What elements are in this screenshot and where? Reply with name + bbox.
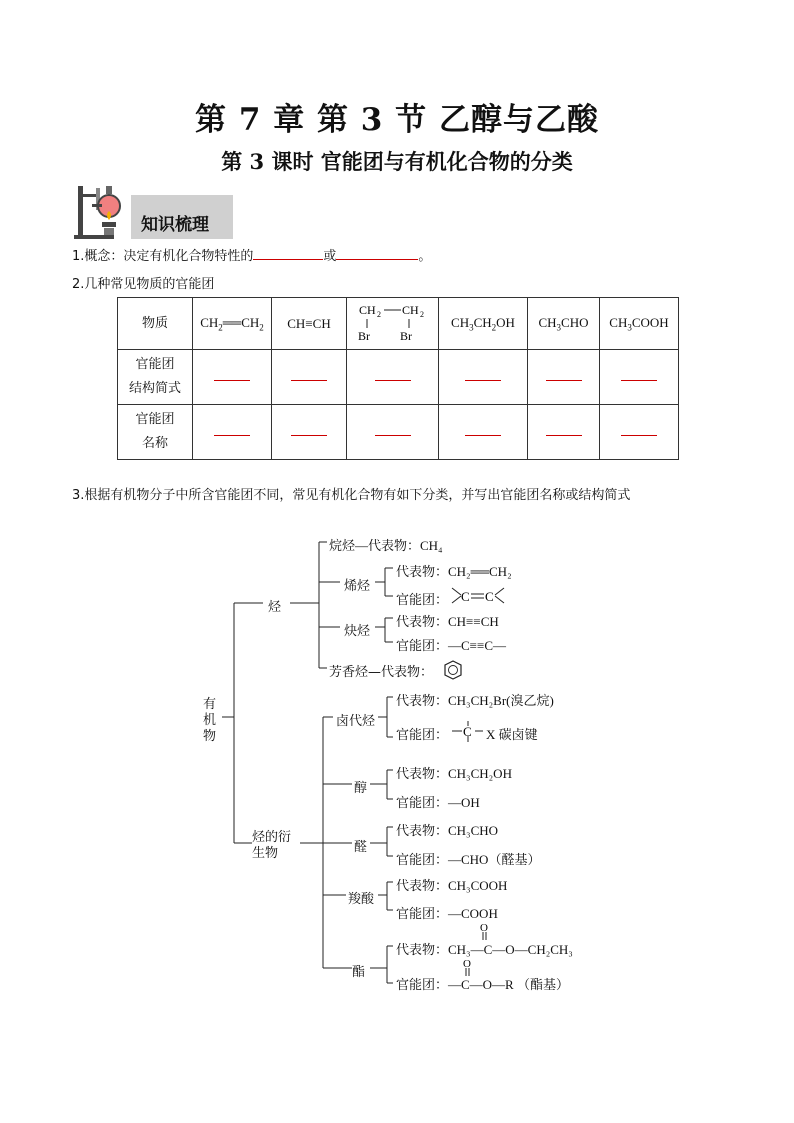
svg-text:C: C — [463, 724, 472, 739]
root-label: 有机物 — [203, 697, 217, 744]
ester-label: 酯 — [352, 965, 366, 980]
table-cell: $CH_3CHO$ — [528, 298, 600, 350]
svg-text:CH: CH — [401, 302, 419, 317]
row-header: 官能团 结构简式 — [118, 350, 193, 405]
carbonyl-oxygen: O — [463, 958, 471, 970]
item-1: 1.概念：决定有机化合物特性的 或 。 — [72, 249, 432, 264]
hydrocarbon-label: 烃 — [268, 600, 282, 615]
alkyne-label: 炔烃 — [344, 624, 371, 639]
page-title: 第 7 章 第 3 节 乙醇与乙酸 — [195, 102, 599, 138]
item-2: 2.几种常见物质的官能团 — [72, 277, 215, 292]
alkane-label: 烷烃—代表物：CH₄ — [329, 538, 443, 553]
svg-text:2: 2 — [376, 309, 381, 319]
alkyne-rep: 代表物：CH≡≡CH — [396, 614, 499, 629]
acid-rep: 代表物：CH₃COOH — [396, 878, 508, 893]
row-header: 物质 — [118, 298, 193, 350]
table-cell: $CH_2══CH_2$ — [193, 298, 272, 350]
svg-text:C: C — [461, 589, 470, 604]
aldehyde-rep: 代表物：CH₃CHO — [396, 823, 499, 838]
svg-text:Br: Br — [399, 328, 412, 343]
svg-text:Br: Br — [357, 328, 370, 343]
carbonyl-oxygen: O — [480, 922, 488, 934]
alcohol-fg: 官能团：—OH — [396, 795, 480, 810]
ester-fg: 官能团：—C—O—R （酯基） — [396, 977, 569, 992]
table-cell: $CH_3CH_2OH$ — [439, 298, 528, 350]
haloalkane-fg-tail: X 碳卤键 — [486, 727, 538, 742]
section-label: 知识梳理 — [141, 215, 209, 235]
haloalkane-fg: 官能团： — [396, 728, 449, 743]
row-header: 官能团 名称 — [118, 405, 193, 460]
svg-text:CH: CH — [358, 302, 376, 317]
aldehyde-label: 醛 — [354, 840, 368, 855]
alkene-fg: 官能团： — [396, 593, 449, 608]
haloalkane-label: 卤代烃 — [336, 714, 376, 729]
alcohol-rep: 代表物：CH₃CH₂OH — [396, 766, 512, 781]
aldehyde-fg: 官能团：—CHO（醛基） — [396, 852, 541, 867]
ester-rep: 代表物：CH₃—C—O—CH₂CH₃ — [396, 942, 573, 957]
arene-label: 芳香烃—代表物： — [329, 665, 434, 680]
benzene-ring-structure — [445, 661, 461, 679]
derivative-label: 烃的衍生物 — [252, 830, 292, 861]
alcohol-label: 醇 — [354, 781, 368, 796]
acid-fg: 官能团：—COOH — [396, 906, 498, 921]
alkene-label: 烯烃 — [344, 579, 371, 594]
alkene-rep: 代表物：CH₂══CH₂ — [396, 564, 512, 579]
alkyne-fg: 官能团：—C≡≡C— — [396, 638, 507, 653]
haloalkane-rep: 代表物：CH₃CH₂Br(溴乙烷) — [396, 693, 554, 708]
table-cell: CH≡CH — [272, 298, 347, 350]
svg-text:2: 2 — [419, 309, 424, 319]
table-cell: $CH_3COOH$ — [600, 298, 679, 350]
item-3: 3.根据有机物分子中所含官能团不同，常见有机化合物有如下分类，并写出官能团名称或结构简式 — [72, 488, 631, 503]
page-subtitle: 第 3 课时 官能团与有机化合物的分类 — [221, 149, 573, 174]
svg-text:C: C — [485, 589, 494, 604]
alkene-group-structure — [452, 588, 504, 603]
acid-label: 羧酸 — [348, 892, 375, 907]
